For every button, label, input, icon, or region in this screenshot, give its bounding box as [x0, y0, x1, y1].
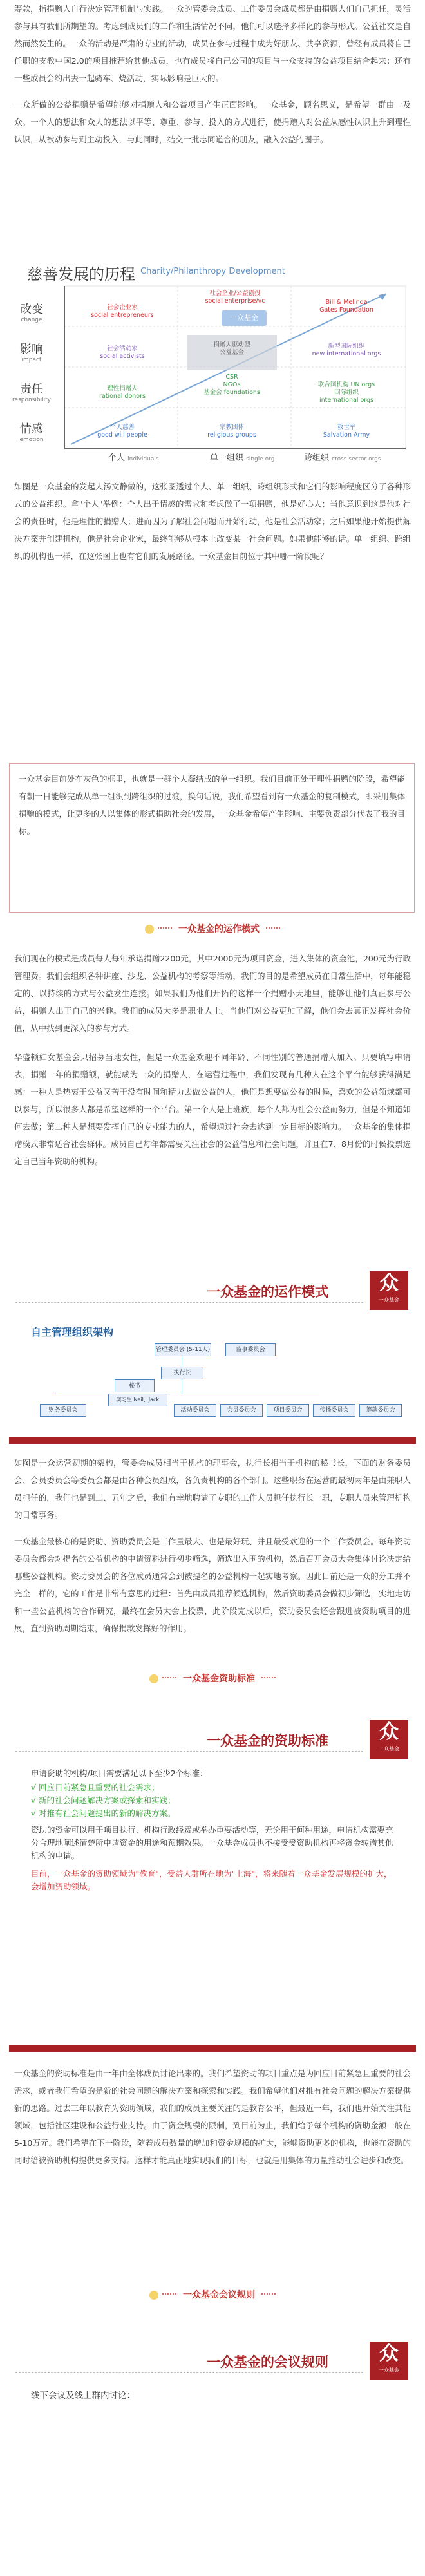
yizhong-logo-icon: 众 一众基金 [370, 1271, 408, 1310]
cell-yizhong-fund: 一众基金 [230, 314, 258, 322]
intro-section [0, 0, 425, 254]
org-box-activity: 活动委员会 [174, 1404, 216, 1417]
cell-gates-foundation: Bill & Melinda Gates Foundation [319, 299, 373, 314]
org-box-interns: 实习生 Neil、Jack [108, 1394, 167, 1406]
charity-development-diagram [0, 258, 425, 470]
divider-bar [9, 2045, 416, 2052]
rules-heading: 线下会议及线上群内讨论： [31, 2391, 135, 2401]
section-header-criteria [0, 1716, 425, 1761]
bullet-dot-icon [149, 1674, 158, 1683]
criteria-highlight: 目前，一众基金的资助领域为"教育"，受益人群所在地为"上海"，将来随着一众基金发展规模的扩大，会增加资助领域。 [31, 1869, 392, 1891]
divider-bar [9, 1437, 416, 1444]
operation-text [0, 950, 425, 1170]
org-box-communication: 传播委员会 [313, 1404, 355, 1417]
cell-social-enterprise: 社会企业/公益创投 social enterprise/vc [205, 290, 265, 305]
criteria-block [0, 1766, 425, 1893]
paragraph: 筹款，指捐赠人自行决定管理机制与实践。一众的管委会成员、工作委员会成员都是由捐赠人们自己担任，灵活参与具有我们所期望的。考虑到成员们的工作和生活情况不同，他们可以选择多样化的参与形式。公益社交是自然而然发生的。一众的活动是严肃的专业的活动，成员在参与过程中成为好朋友、共享资源，曾经有成员将自己任职的支教中国2.0的项目推荐给其他成员，也有成员将自己公司的项目与一众支持的公益项目结合起来；还有一些成员会约出去一起骑车、烧活动，实际影响是巨大的。 [14, 4, 411, 83]
cell-csr-ngos: CSR NGOs 基金会 foundations [203, 374, 260, 396]
x-label-single-org: 单一组织 single org [210, 453, 275, 463]
rules-block [0, 2388, 425, 2401]
structure-text [0, 1454, 425, 1637]
section-heading-small: 一众基金的运作模式 [0, 922, 425, 935]
x-label-cross-sector: 跨组织 cross sector orgs [304, 453, 381, 463]
paragraph: 我们现在的模式是成员每人每年承诺捐赠2200元，其中2000元为项目资金，进入集体的资金池，200元为行政管理费。我们会组织各种讲座、沙龙、公益机构的考察等活动，我们的目的是希望成员在日常生活中，每年能稳定的、以持续的方式与公益发生连接。如果我们为他们开拓的这样一个捐赠小天地里，能够让他们真正参与公益，捐赠人出于自己的兴趣。我们的成员大多是职业人士。当他们对公益更加了解，他们会去真正发挥社会价值，从中找到更深入的参与方式。 [14, 954, 411, 1033]
org-chart-title: 自主管理组织架构 [31, 1326, 114, 1338]
yizhong-logo-icon: 众 一众基金 [370, 1720, 408, 1759]
section-title: 一众基金的运作模式 [207, 1284, 328, 1300]
section-header-rules [0, 2338, 425, 2383]
row-label-impact: 影响 impact [20, 343, 43, 363]
org-box-project: 项目委员会 [267, 1404, 309, 1417]
cell-rational-donors: 理性捐赠人 rational donors [99, 385, 146, 400]
criteria-paragraph: 资助的资金可以用于项目执行、机构行政经费或举办重要活动等，无论用于何种用途，申请机构需要充分合理地阐述清楚所申请资金的用途和预期效果。一众基金成员也不接受受资助机构再将资金转赠其他机构的申请。 [31, 1825, 393, 1861]
diagram-title: 慈善发展的历程 [27, 265, 135, 283]
section-heading-small: 一众基金会议规则 [0, 2288, 425, 2301]
row-label-responsibility: 责任 responsibility [12, 383, 51, 403]
quote-text: 一众基金目前处在灰色的框里，也就是一群个人凝结成的单一组织。我们目前正处于理性捐赠的阶段，希望能有朝一日能够完成从单一组织到跨组织的过渡，换句话说，我们希望看到有一众基金的复制模式，即采用集体捐赠的模式，让更多的人以集体的形式捐助社会的发展，一众基金希望产生影响、主要负责部分代表了我的目标。 [19, 774, 406, 836]
row-label-emotion: 情感 emotion [19, 422, 44, 443]
org-box-executive: 执行长 [161, 1367, 203, 1379]
x-label-individuals: 个人 individuals [108, 453, 159, 463]
criteria-bullet: √ 对推有社会问题提出的新的解决方案。 [31, 1808, 176, 1818]
paragraph: 一众基金最核心的是资助、资助委员会是工作量最大、也是最好玩、并且最受欢迎的一个工作委员会。每年资助委员会都会对提名的公益机构的申请资料进行初步筛选，筛选出入围的机构，然后召开会员大会集体讨论决定给哪些公益机构。资助委员会的各位成员通常会到被提名的公益机构一起实地考察。因此目前还是一众的分工并不完全一样的，它的工作是非常有意思的过程：首先由成员推荐候选机构，然后资助委员会做初步筛选，实地走访和一些公益机构的合作研究，最终在会员大会上投票，此阶段完成以后，资助委员会还会跟进被资助项目的进展，直到资助周期结束，确保捐款发挥好的作用。 [14, 1537, 411, 1633]
quote-box [9, 763, 415, 913]
bullet-dot-icon [145, 925, 154, 934]
org-box-member: 会员委员会 [220, 1404, 263, 1417]
section-heading-small: 一众基金资助标准 [0, 1672, 425, 1685]
diagram-explanation [0, 478, 425, 565]
cell-donor-driven: 捐赠人驱动型 公益基金 [213, 341, 250, 356]
cell-salvation-army: 救世军 Salvation Army [323, 424, 370, 439]
diagram-subtitle: Charity/Philanthropy Development [140, 267, 285, 276]
org-box-finance: 财务委员会 [40, 1404, 86, 1417]
criteria-bullet: √ 新的社会问题解决方案或探索和实践； [31, 1795, 176, 1805]
org-box-fundraising: 筹款委员会 [359, 1404, 402, 1417]
cell-social-entrepreneurs: 社会企业家 social entrepreneurs [91, 304, 154, 319]
bullet-dot-icon [149, 2291, 158, 2300]
org-box-secretary: 秘书 [115, 1379, 155, 1392]
row-label-change: 改变 change [20, 303, 43, 323]
section-title: 一众基金的资助标准 [207, 1733, 328, 1748]
yizhong-logo-icon: 众 一众基金 [370, 2342, 408, 2380]
cell-new-international-orgs: 新型国际组织 new international orgs [312, 343, 381, 357]
cell-social-activists: 社会活动家 social activists [100, 345, 145, 360]
org-box-management: 管理委员会 (5-11人) [155, 1343, 211, 1356]
section-header-operation [0, 1267, 425, 1312]
org-box-supervisory: 监事委员会 [225, 1343, 276, 1356]
org-chart [0, 1321, 425, 1418]
cell-un-orgs: 联合国机构 UN orgs 国际组织 international orgs [317, 381, 375, 404]
criteria-heading: 申请资助的机构/项目需要满足以下至少2个标准： [31, 1768, 208, 1778]
paragraph: 如图是一众运营初期的架构，管委会成员相当于机构的理事会，执行长相当于机构的秘书长，下面的财务委员会、会员委员会等委员会都是由各种会员组成，各负责机构的各个部门。这些职务在运营的最初两年是由兼职人员担任的，我们也是到二、五年之后，我们有幸地聘请了专职的工作人员担任执行长一职，专职人员来管理机构的日常事务。 [14, 1458, 411, 1520]
cell-good-will-people: 个人慈善 good will people [97, 424, 147, 439]
section-title: 一众基金的会议规则 [207, 2354, 328, 2370]
paragraph: 一众基金的资助标准是由一年由全体成员讨论出来的。我们希望资助的项目重点是为回应目前紧急且重要的社会需求，或者我们希望的是新的社会问题的解决方案和探索和实践。我们希望他们对推有社会问题的解决方案提供新的思路。过去三年以教育为资助领域，我们的成员主要关注的是教育公平，但最近一年，我们也开始关注其他领域，包括社区建设和公益行业支持。由于资金规模的限制，到目前为止，我们给予每个机构的资助金额一般在5-10万元。我们希望在下一阶段，随着成员数量的增加和资金规模的扩大，能够资助更多的机构，也能在资助的同时给被资助机构提供更多支持。这样才能真正地实现我们的目标，也就是用集体的力量推动社会进步和改变。 [14, 2069, 411, 2165]
cell-religious-groups: 宗教团体 religious groups [207, 424, 256, 439]
paragraph: 如图是一众基金的发起人汤文静做的，这张图透过个人、单一组织、跨组织形式和它们的影响程度区分了各种形式的公益组织。拿"个人"举例：个人出于情感的需求和考虑做了一项捐赠，他是好心人；当他意识到这是他对社会的责任时，他是理性的捐赠人；进而因为了解社会问题而开始行动，他是社会活动家；之后如果他开始提供解决方案并创建机构，他是社会企业家，最终能够从根本上改变某一社会问题。如果他能够的话。单一组织、跨组织的机构也一样，在这张图上也有它们的发展路径。一众基金目前位于其中哪一阶段呢？ [14, 482, 411, 561]
paragraph: 华盛顿妇女基金会只招募当地女性，但是一众基金欢迎不同年龄、不同性别的普通捐赠人加入。只要填写申请表，捐赠一年的捐赠额，就能成为一众的捐赠人，在运营过程中，我们发现有几种人在这个平台能够获得满足感：一种人是热衷于公益又苦于没有时间和精力去做公益的人，他们是想要做公益的时候，喜欢的公益领域都可以参与，所以很多人都是希望这样的一个平台。第一个人是上班族，每个人都为社会公益而努力，但是不知道如何去做；第二种人是想要发挥自己的专业能力的人，希望通过社会去达到一定目标的影响力。一众基金的集体捐赠模式非常适合社会群体。成员自己每年都需要关注社会的公益信息和社会问题，并且在7、8月份的时候投票选定自己当年资助的机构。 [14, 1052, 411, 1166]
criteria-explanation [0, 2065, 425, 2169]
criteria-bullet: √ 回应目前紧急且重要的社会需求； [31, 1783, 160, 1792]
paragraph: 一众所做的公益捐赠是希望能够对捐赠人和公益项目产生正面影响。一众基金，顾名思义，是希望一群由一及众。一个人的想法和众人的想法以平等、尊重、参与、投入的方式进行，使捐赠人对公益从感性认识上升到理性认识，从被动参与到主动投入，与此同时，结交一批志同道合的朋友，融入公益的圈子。 [14, 100, 411, 144]
